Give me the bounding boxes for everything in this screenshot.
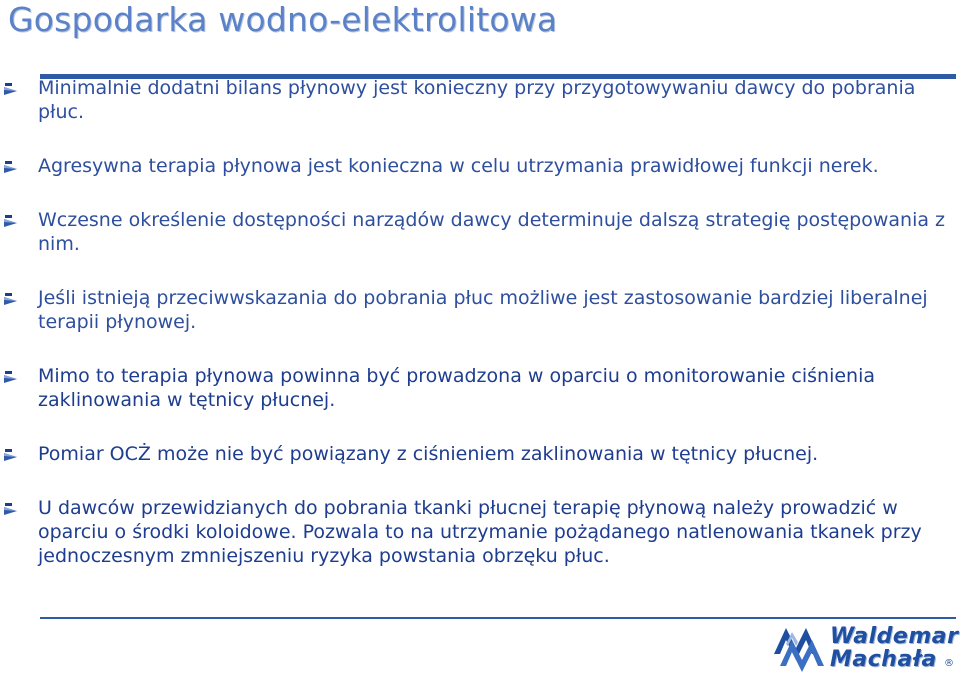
bullet-text: Mimo to terapia płynowa powinna być prowadzona w oparciu o monitorowanie ciśnienia zaklinowania w tętnicy płucnej. bbox=[38, 365, 876, 411]
logo-name-line1: Waldemar bbox=[830, 624, 959, 649]
arrow-bullet-icon bbox=[3, 448, 19, 462]
bullet-item bbox=[0, 286, 960, 334]
bullet-text: Wczesne określenie dostępności narządów dawcy determinuje dalszą strategię postępowania z nim. bbox=[38, 209, 946, 255]
bullet-text: U dawców przewidzianych do pobrania tkanki płucnej terapię płynową należy prowadzić w oparciu o środki koloidowe. Pozwala to na utrzymanie pożądanego natlenowania tkanek przy jednoczesnym zmniejszeniu ryzyka powstania obrzęku płuc. bbox=[38, 497, 922, 567]
page-title: Gospodarka wodno-elektrolitowa bbox=[8, 0, 558, 39]
bullet-item bbox=[0, 76, 960, 124]
arrow-bullet-icon bbox=[3, 214, 19, 228]
author-logo bbox=[772, 620, 958, 678]
bullet-item bbox=[0, 442, 960, 466]
footer-divider bbox=[40, 617, 956, 619]
arrow-bullet-icon bbox=[3, 82, 19, 96]
bullet-item bbox=[0, 496, 960, 568]
arrow-bullet-icon bbox=[3, 292, 19, 306]
bullet-text: Pomiar OCŻ może nie być powiązany z ciśnieniem zaklinowania w tętnicy płucnej. bbox=[38, 443, 819, 465]
bullet-text: Minimalnie dodatni bilans płynowy jest konieczny przy przygotowywaniu dawcy do pobrania płuc. bbox=[38, 77, 916, 123]
logo-name-line2: Machała bbox=[830, 647, 937, 672]
registered-mark: ® bbox=[944, 658, 954, 669]
bullet-item bbox=[0, 208, 960, 256]
bullet-item bbox=[0, 364, 960, 412]
bullet-list bbox=[0, 76, 960, 568]
bullet-text: Agresywna terapia płynowa jest konieczna w celu utrzymania prawidłowej funkcji nerek. bbox=[38, 155, 879, 177]
bullet-text: Jeśli istnieją przeciwwskazania do pobrania płuc możliwe jest zastosowanie bardziej liberalnej terapii płynowej. bbox=[38, 287, 928, 333]
bullet-item bbox=[0, 154, 960, 178]
arrow-bullet-icon bbox=[3, 160, 19, 174]
wm-logo-icon bbox=[772, 620, 832, 678]
arrow-bullet-icon bbox=[3, 370, 19, 384]
arrow-bullet-icon bbox=[3, 502, 19, 516]
